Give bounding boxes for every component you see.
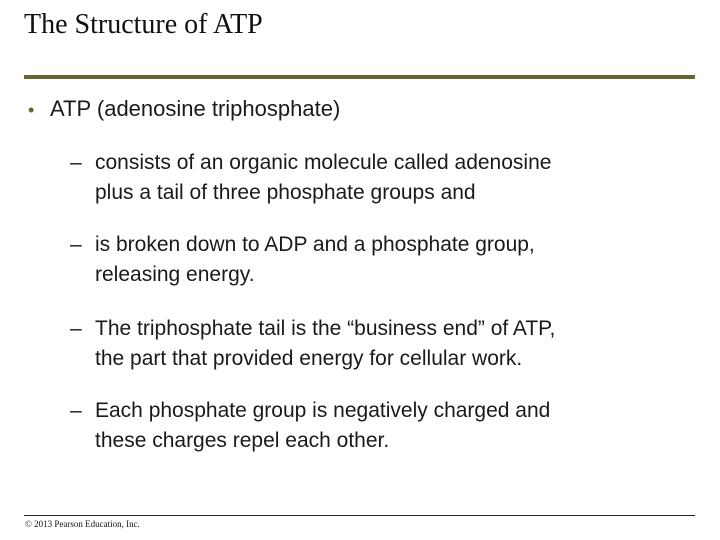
sub-bullet — [70, 396, 700, 456]
bullet-marker: • — [28, 100, 35, 120]
sub-bullet — [70, 230, 700, 290]
title-divider — [24, 75, 695, 79]
sub-bullet-text: The triphosphate tail is the “business end” of ATP, the part that provided energy for cellular work. — [95, 317, 556, 370]
sub-bullet-text: consists of an organic molecule called adenosine plus a tail of three phosphate groups and — [95, 151, 552, 204]
footer-divider — [24, 515, 695, 516]
dash-marker: – — [70, 399, 82, 422]
dash-marker: – — [70, 317, 82, 340]
slide-title: The Structure of ATP — [24, 9, 263, 40]
sub-bullet — [70, 148, 700, 208]
copyright-footer: © 2013 Pearson Education, Inc. — [25, 519, 140, 529]
dash-marker: – — [70, 151, 82, 174]
sub-bullet — [70, 314, 700, 374]
sub-bullet-text: Each phosphate group is negatively charged and these charges repel each other. — [95, 399, 551, 452]
sub-bullet-text: is broken down to ADP and a phosphate group, releasing energy. — [95, 233, 535, 286]
dash-marker: – — [70, 233, 82, 256]
bullet-description: (adenosine triphosphate) — [90, 96, 341, 121]
main-bullet — [28, 94, 340, 125]
bullet-term: ATP — [50, 96, 91, 121]
